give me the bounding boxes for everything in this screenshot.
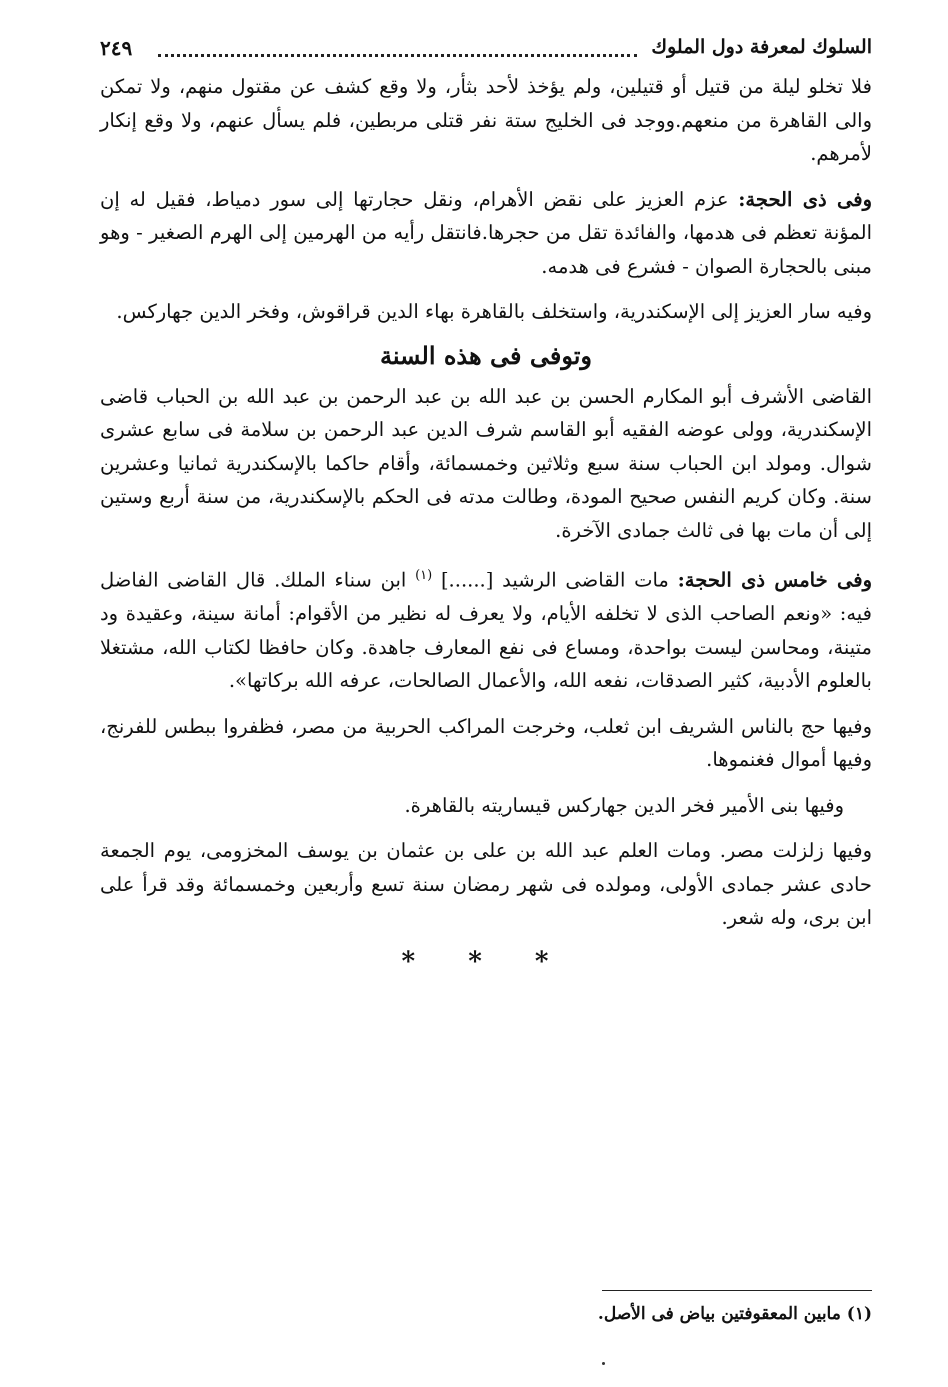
- footnote: (١) مابين المعقوفتين بياض فى الأصل.: [597, 1304, 872, 1324]
- scan-speck: [602, 1362, 605, 1365]
- obituary-al-rashid: [100, 559, 872, 698]
- paragraph-text: وفيه سار العزيز إلى الإسكندرية، واستخلف بالقاهرة بهاء الدين قراقوش، وفخر الدين جهاركس.: [116, 300, 872, 323]
- paragraph-lead: وفى ذى الحجة:: [738, 187, 873, 211]
- section-heading: وتوفى فى هذه السنة: [379, 340, 592, 370]
- page-header: [100, 30, 872, 70]
- running-title: السلوك لمعرفة دول الملوك: [651, 36, 872, 58]
- paragraph-lead: وفى خامس ذى الحجة:: [677, 568, 872, 592]
- paragraph-alexandria: [100, 295, 872, 329]
- paragraph-text: وفيها حج بالناس الشريف ابن ثعلب، وخرجت المراكب الحربية من مصر، فظفروا ببطس للفرنج، وفيها أموال فغنموها.: [100, 714, 872, 771]
- paragraph-text: القاضى الأشرف أبو المكارم الحسن بن عبد الله بن عبد الرحمن بن عبد الله بن الحباب قاضى الإسكندرية، وولى عوضه الفقيه أبو القاسم شرف الدين عبد الرحمن بن سلامة فى سابع عشرى شوال. ومولد ابن الحباب سنة سبع وثلاثين وخمسمائة، وأقام حاكما بالإسكندرية ثمانيا وعشرين سنة. وكان كريم النفس صحيح المودة، وطالت مدته فى الحكم بالإسكندرية، من سنة أربع وستين إلى أن مات بها فى ثالث جمادى الآخرة.: [100, 384, 872, 542]
- page-number: ٢٤٩: [100, 36, 133, 60]
- paragraph-text: وفيها زلزلت مصر. ومات العلم عبد الله بن على بن عثمان بن يوسف المخزومى، يوم الجمعة حادى عشر جمادى الأولى، ومولده فى شهر رمضان سنة تسع وأربعين وخمسمائة وقد قرأ على ابن برى، وله شعر.: [100, 839, 872, 929]
- paragraph-text: ابن سناء الملك. قال القاضى الفاضل فيه: «ونعم الصاحب الذى لا تخلفه الأيام، ولا يعرف له نظير من الأقوام: أمانة سينة، وعقيدة ود متينة، ومحاسن ليست بواحدة، ومساع فى نفع المعارف جاهدة. وكان حافظا لكتاب الله، مشتغلا بالعلوم الأدبية، كثير الصدقات، نفعه الله، والأعمال الصالحات، عرفه الله بركاتها».: [100, 568, 872, 692]
- section-separator: * * *: [401, 946, 571, 977]
- book-page: [100, 30, 873, 1324]
- paragraph-text: فلا تخلو ليلة من قتيل أو قتيلين، ولم يؤخذ لأحد بثأر، ولا وقع كشف عن مقتول منهم، ولا تمكن والى القاهرة من منعهم.ووجد فى الخليج ستة نفر قتلى مربطين، فلم يسأل عنهم، ولا وقع إنكار لأمرهم.: [100, 75, 872, 165]
- paragraph-pilgrimage: [100, 710, 872, 777]
- footnote-rule: [602, 1290, 872, 1291]
- paragraph-text: مات القاضى الرشيد [......]: [432, 568, 678, 592]
- paragraph-killings: [100, 70, 872, 171]
- paragraph-qaysariya: [100, 789, 872, 823]
- paragraph-text: عزم العزيز على نقض الأهرام، ونقل حجارتها إلى سور دمياط، فقيل له إن المؤنة تعظم فى هدمها، والفائدة تقل من حجرها.فانتقل رأيه من الهرمين إلى الهرم الصغير - وهو مبنى بالحجارة الصوان - فشرع فى هدمه.: [100, 187, 872, 278]
- paragraph-earthquake: [100, 834, 872, 935]
- footnote-marker: (١): [415, 568, 433, 583]
- header-dot-leader: [158, 54, 637, 57]
- obituary-ibn-al-hubab: [100, 380, 872, 548]
- paragraph-pyramids: [100, 183, 872, 284]
- paragraph-text: وفيها بنى الأمير فخر الدين جهاركس قيساريته بالقاهرة.: [404, 793, 844, 817]
